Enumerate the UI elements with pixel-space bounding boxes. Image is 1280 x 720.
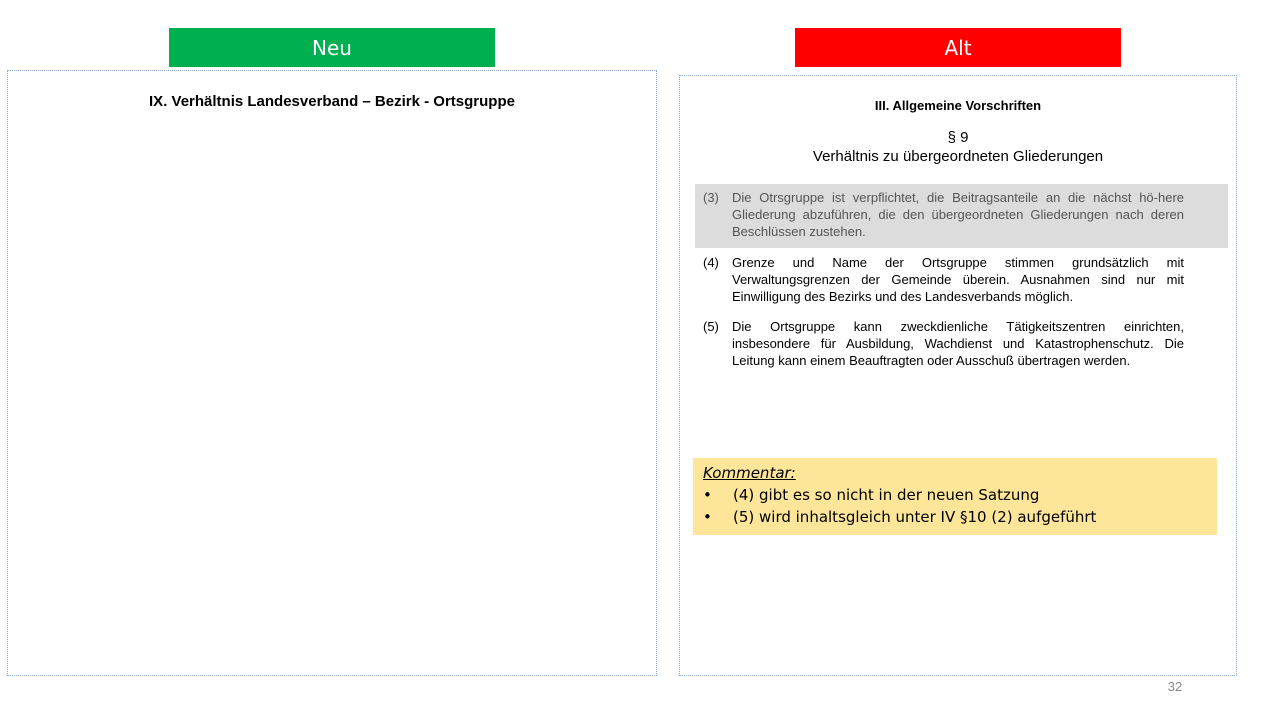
- clause-text: Die Otrsgruppe ist verpflichtet, die Beitragsanteile an die nächst hö-here Gliederung abzuführen, die den übergeordneten Gliederungen nach deren Beschlüssen zustehen.: [732, 190, 1184, 239]
- clause-number: (3): [703, 190, 719, 205]
- old-section-heading: III. Allgemeine Vorschriften: [874, 98, 1042, 113]
- old-version-panel: [679, 75, 1237, 676]
- comment-bullet-text: (5) wird inhaltsgleich unter IV §10 (2) aufgeführt: [733, 508, 1097, 526]
- page-number: 32: [1167, 679, 1183, 694]
- alt-label: Alt: [795, 28, 1121, 67]
- bullet-icon: •: [703, 508, 712, 526]
- clause-4: [695, 254, 1228, 305]
- clause-text: Die Ortsgruppe kann zweckdienliche Tätigkeitszentren einrichten, insbesondere für Ausbildung, Wachdienst und Katastrophenschutz. Die Leitung kann einem Beauftragten oder Ausschuß übertragen werden.: [732, 319, 1184, 368]
- new-version-panel: [7, 70, 657, 676]
- comment-title: Kommentar:: [703, 464, 796, 482]
- clause-text: Grenze und Name der Ortsgruppe stimmen grundsätzlich mit Verwaltungsgrenzen der Gemeinde überein. Ausnahmen sind nur mit Einwilligung des Bezirks und des Landesverbands möglich.: [732, 255, 1184, 304]
- clause-number: (5): [703, 319, 719, 334]
- clause-3: [695, 184, 1228, 248]
- paragraph-title: Verhältnis zu übergeordneten Gliederungen: [812, 148, 1104, 165]
- new-section-heading: IX. Verhältnis Landesverband – Bezirk - Ortsgruppe: [149, 93, 515, 110]
- clause-number: (4): [703, 255, 719, 270]
- paragraph-symbol: § 9: [947, 129, 969, 146]
- comment-bullet-text: (4) gibt es so nicht in der neuen Satzung: [733, 486, 1040, 504]
- comment-box: [693, 458, 1217, 535]
- comment-bullet: [703, 484, 1207, 506]
- neu-label: Neu: [169, 28, 495, 67]
- bullet-icon: •: [703, 486, 712, 504]
- clause-5: [695, 318, 1228, 369]
- comment-bullet: [703, 506, 1207, 528]
